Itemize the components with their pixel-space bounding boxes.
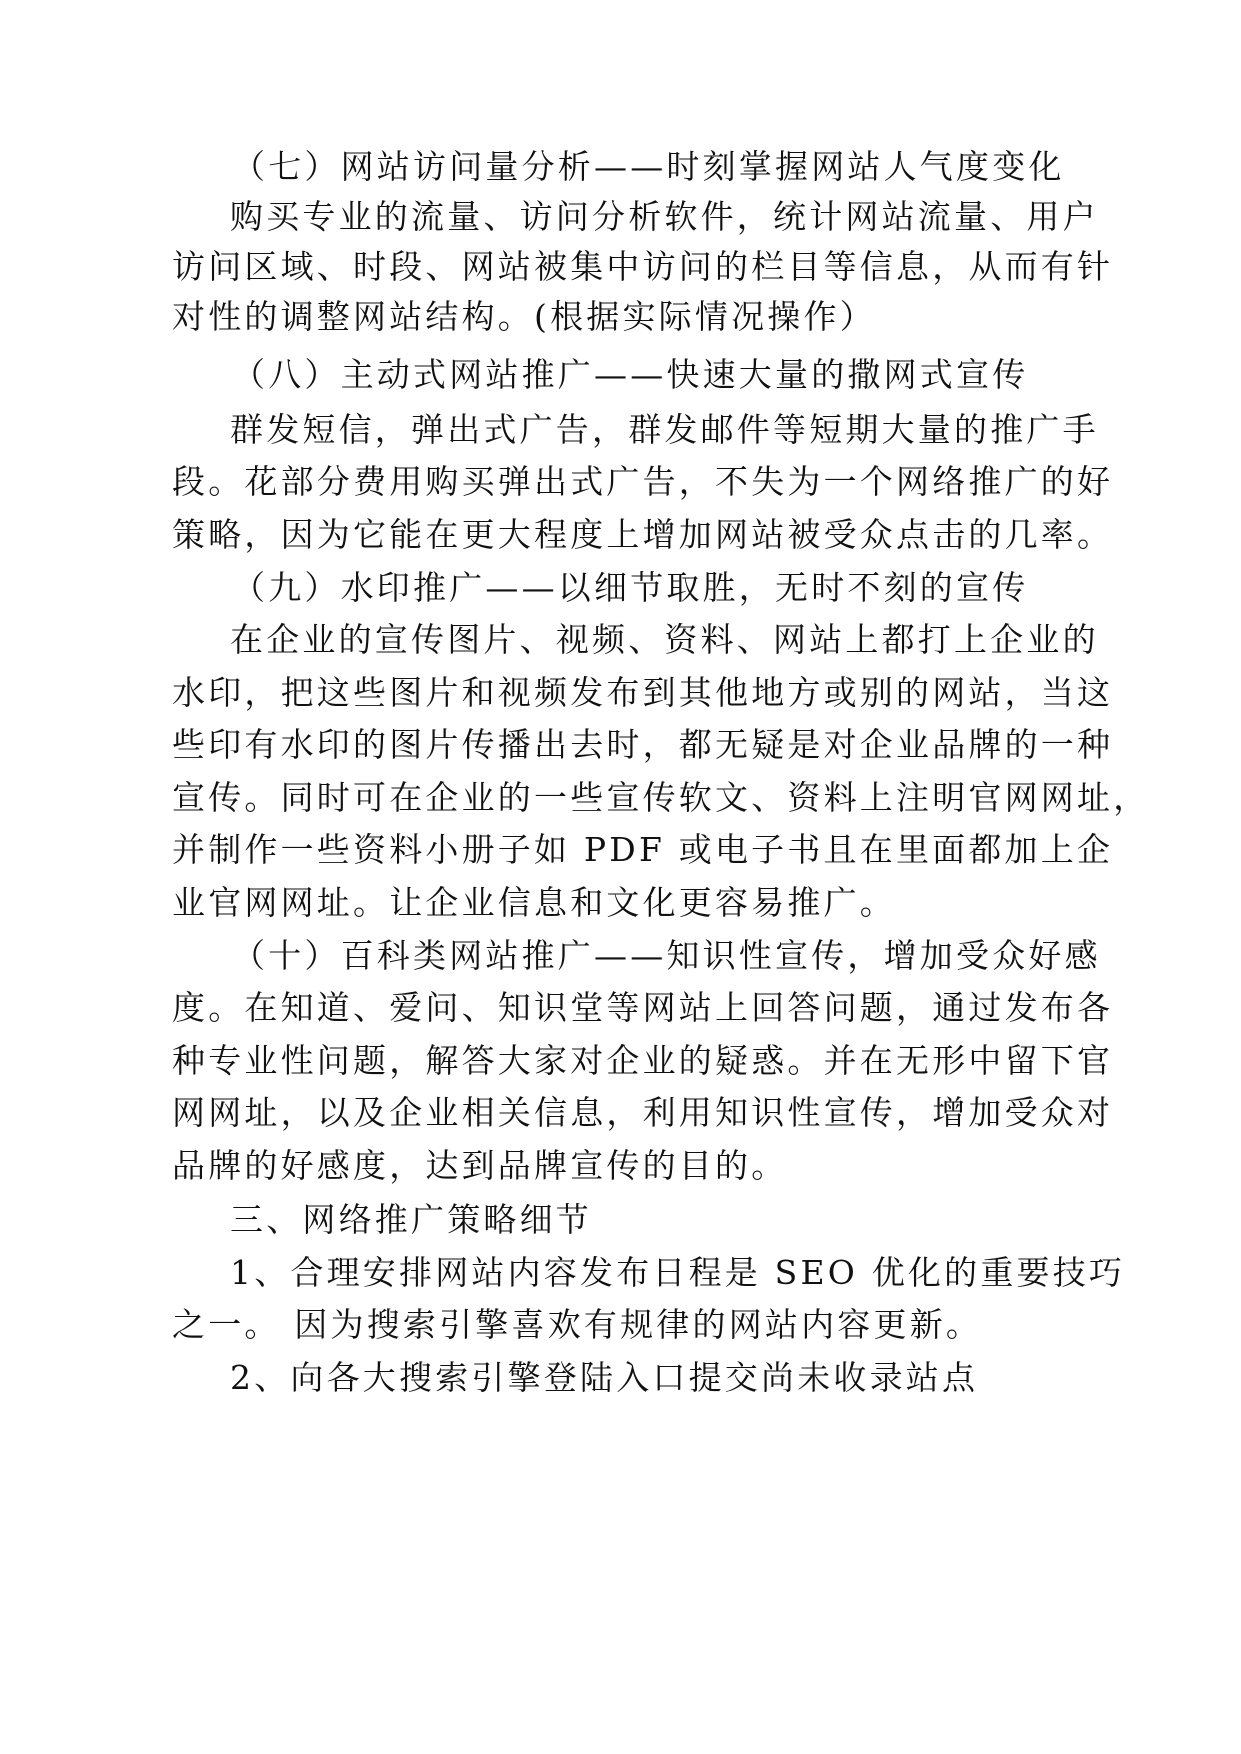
paragraph-line: 策略，因为它能在更大程度上增加网站被受众点击的几率。 — [172, 515, 1114, 554]
paragraph-line: 购买专业的流量、访问分析软件，统计网站流量、用户 — [230, 197, 1099, 236]
paragraph-line: 网网址，以及企业相关信息，利用知识性宣传，增加受众对 — [172, 1093, 1114, 1132]
paragraph-line: 1、合理安排网站内容发布日程是 SEO 优化的重要技巧 — [230, 1253, 1126, 1292]
paragraph-line: 段。花部分费用购买弹出式广告，不失为一个网络推广的好 — [172, 462, 1114, 501]
heading-10: （十）百科类网站推广——知识性宣传，增加受众好感 — [232, 936, 1101, 975]
paragraph-line: 群发短信，弹出式广告，群发邮件等短期大量的推广手 — [230, 410, 1099, 449]
paragraph-line: 些印有水印的图片传播出去时，都无疑是对企业品牌的一种 — [172, 725, 1114, 764]
paragraph-line: 品牌的好感度，达到品牌宣传的目的。 — [172, 1146, 788, 1185]
paragraph-line: 业官网网址。让企业信息和文化更容易推广。 — [172, 883, 896, 922]
paragraph-line: 水印，把这些图片和视频发布到其他地方或别的网站，当这 — [172, 673, 1114, 712]
paragraph-line: 并制作一些资料小册子如 PDF 或电子书且在里面都加上企 — [172, 830, 1114, 869]
heading-7: （七）网站访问量分析——时刻掌握网站人气度变化 — [232, 147, 1065, 186]
paragraph-line: 宣传。同时可在企业的一些宣传软文、资料上注明官网网址， — [172, 778, 1150, 817]
paragraph-line: 对性的调整网站结构。(根据实际情况操作） — [172, 297, 876, 336]
section-heading: 三、网络推广策略细节 — [230, 1200, 592, 1239]
paragraph-line: 访问区域、时段、网站被集中访问的栏目等信息，从而有针 — [172, 247, 1114, 286]
heading-8: （八）主动式网站推广——快速大量的撒网式宣传 — [232, 355, 1029, 394]
paragraph-line: 种专业性问题，解答大家对企业的疑惑。并在无形中留下官 — [172, 1041, 1114, 1080]
paragraph-line: 度。在知道、爱问、知识堂等网站上回答问题，通过发布各 — [172, 988, 1114, 1027]
paragraph-line: 在企业的宣传图片、视频、资料、网站上都打上企业的 — [230, 620, 1099, 659]
heading-9: （九）水印推广——以细节取胜，无时不刻的宣传 — [232, 568, 1029, 607]
paragraph-line: 之一。 因为搜索引擎喜欢有规律的网站内容更新。 — [172, 1305, 983, 1344]
paragraph-line: 2、向各大搜索引擎登陆入口提交尚未收录站点 — [230, 1358, 979, 1397]
